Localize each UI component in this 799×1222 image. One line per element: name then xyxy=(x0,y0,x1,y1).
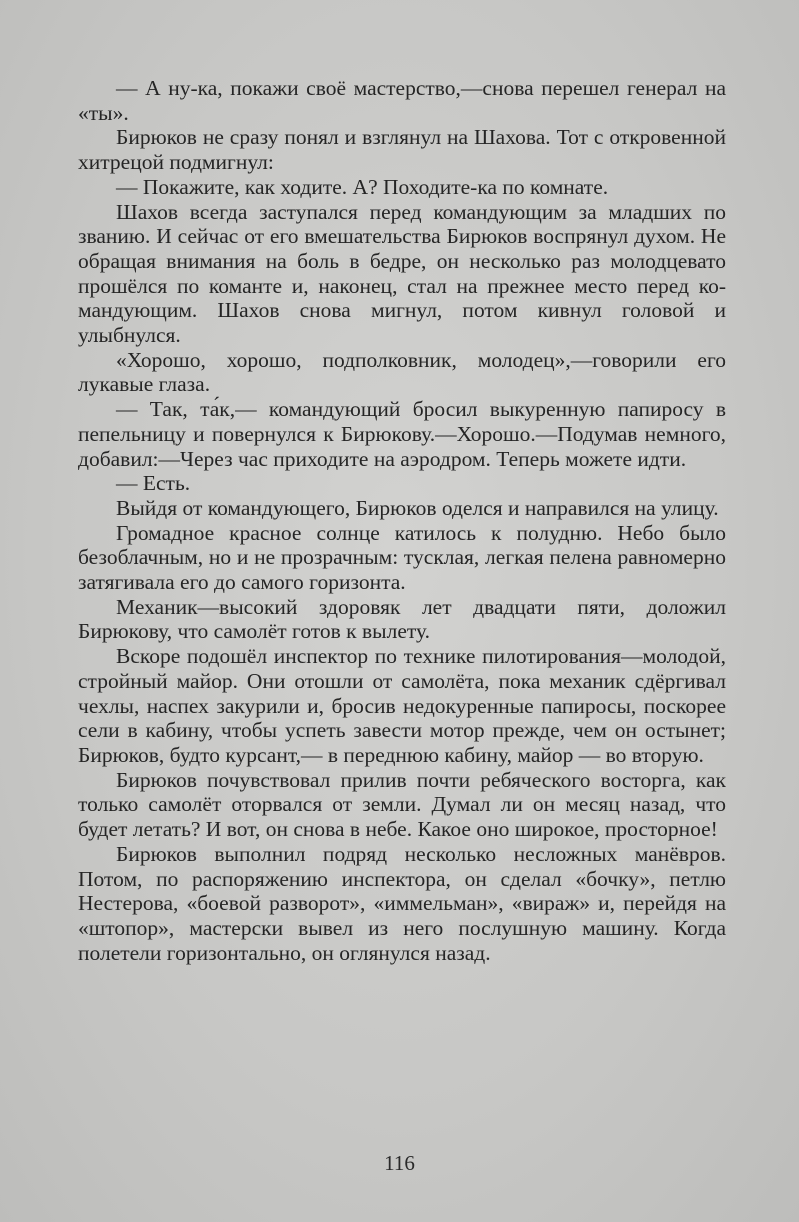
paragraph: — А ну-ка, покажи своё мастерство,—снова перешел генерал на «ты». xyxy=(78,76,726,125)
paragraph: — Покажите, как ходите. А? Походите-ка по комнате. xyxy=(116,174,609,199)
text-body xyxy=(78,76,726,965)
paragraph: Громадное красное солнце катилось к полудню. Небо было безоблачным, но и не прозрачным: тусклая, легкая пелена равномерно затягивала его до самого горизонта. xyxy=(78,520,726,595)
paragraph: Бирюков не сразу понял и взглянул на Шахова. Тот с откровенной хитрецой подмигнул: xyxy=(78,125,726,175)
page-number: 116 xyxy=(384,1151,415,1175)
paragraph: Бирюков выполнил подряд несколько несложных манёвров. Потом, по распоряжению инспектора, он сделал «бочку», петлю Нестерова, «боевой разворот», «иммельман», «вираж» и, перейдя на «штопор», мастерски вывел из него послушную машину. Когда полетели горизонтально, он оглянулся назад. xyxy=(78,841,726,965)
paragraph: Шахов всегда заступался перед командующим за младших по званию. И сейчас от его вмешательства Бирюков воспрянул духом. Не обращая внимания на боль в бедре, он несколько раз молодцевато прошёлся по команте и, наконец, стал на прежнее место перед командующим. Шахов снова мигнул, потом кивнул головой и улыбнулся. xyxy=(78,199,726,348)
paragraph: Механик—высокий здоровяк лет двадцати пяти, доложил Бирюкову, что самолёт готов к вылету. xyxy=(78,594,726,644)
paragraph: Бирюков почувствовал прилив почти ребяческого восторга, как только самолёт оторвался от земли. Думал ли он месяц назад, что будет летать? И вот, он снова в небе. Какое оно широкое, просторное! xyxy=(78,767,726,842)
paragraph: — Так, та́к,— командующий бросил выкуренную папиросу в пепельницу и повернулся к Бирюкову.—Хорошо.—Подумав немного, добавил:—Через час приходите на аэродром. Теперь можете идти. xyxy=(78,397,726,471)
paragraph: Выйдя от командующего, Бирюков оделся и направился на улицу. xyxy=(116,495,719,520)
paragraph: — Есть. xyxy=(116,471,191,496)
paragraph: «Хорошо, хорошо, подполковник, молодец»,—говорили его лукавые глаза. xyxy=(78,347,726,397)
paragraph: Вскоре подошёл инспектор по технике пилотирования—молодой, стройный майор. Они отошли от самолёта, пока механик сдёргивал чехлы, наспех закурили и, бросив недокуренные папиросы, поскорее сели в кабину, чтобы успеть завести мотор прежде, чем он остынет; Бирюков, будто курсант,— в переднюю кабину, майор — во вторую. xyxy=(78,644,726,767)
